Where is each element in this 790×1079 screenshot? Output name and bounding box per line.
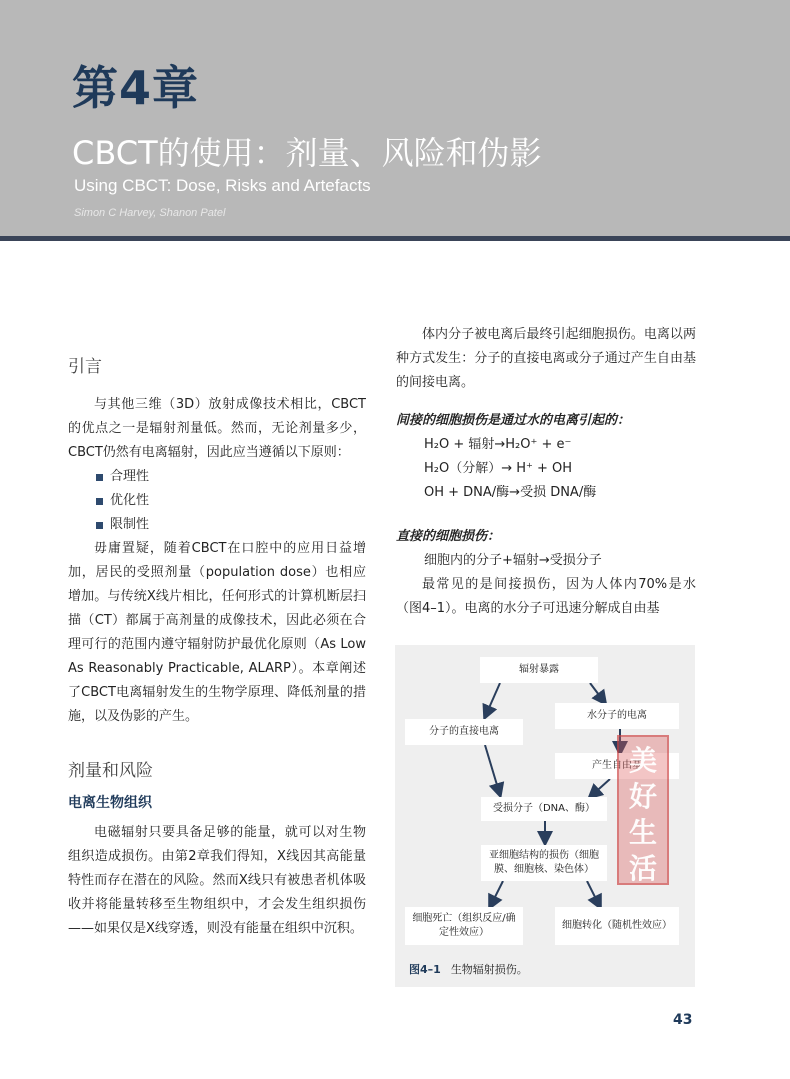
box-water-ionization: 水分子的电离 [555, 703, 679, 729]
intro-paragraph-1: 与其他三维（3D）放射成像技术相比，CBCT的优点之一是辐射剂量低。然而，无论剂量多少，CBCT仍然有电离辐射，因此应当遵循以下原则： [68, 397, 366, 460]
box-free-radical: 产生自由基 [555, 753, 679, 779]
bullet-item: 限制性 [68, 513, 366, 537]
dose-heading: 剂量和风险 [68, 761, 153, 781]
right-column [396, 323, 696, 621]
formula-line: H₂O + 辐射→H₂O⁺ + e⁻ [424, 437, 572, 452]
figure-caption-text: 生物辐射损伤。 [450, 963, 528, 976]
indirect-paragraph: 最常见的是间接损伤，因为人体内70%是水（图4–1）。电离的水分子可迅速分解成自由基 [396, 577, 696, 616]
ionizing-subheading: 电离生物组织 [68, 795, 152, 811]
box-direct-ionization: 分子的直接电离 [405, 719, 523, 745]
red-seal-stamp: 美 好 生 活 [617, 735, 669, 885]
left-column [68, 355, 366, 941]
figure-caption [409, 961, 528, 977]
box-damaged-molecule: 受损分子（DNA、酶） [481, 797, 607, 821]
chapter-title-en: Using CBCT: Dose, Risks and Artefacts [74, 176, 371, 195]
formula-line: OH + DNA/酶→受损 DNA/酶 [424, 485, 597, 500]
chapter-title-cn: CBCT的使用：剂量、风险和伪影 [72, 134, 542, 172]
box-cell-death: 细胞死亡（组织反应/确定性效应） [405, 907, 523, 945]
bullet-item: 优化性 [68, 489, 366, 513]
box-subcellular-damage: 亚细胞结构的损伤（细胞膜、细胞核、染色体） [481, 845, 607, 881]
chapter-authors: Simon C Harvey, Shanon Patel [74, 207, 226, 219]
bullet-square-icon [96, 522, 103, 529]
bullet-square-icon [96, 474, 103, 481]
direct-heading: 直接的细胞损伤： [396, 529, 501, 544]
figure-4-1 [395, 645, 695, 987]
figure-caption-number: 图4–1 [409, 963, 441, 976]
chapter-number: 第4章 [72, 61, 200, 115]
direct-formula: 细胞内的分子+辐射→受损分子 [424, 553, 602, 568]
page-number: 43 [673, 1012, 693, 1028]
bullet-square-icon [96, 498, 103, 505]
chapter-header [0, 0, 790, 241]
formula-line: H₂O（分解）→ H⁺ + OH [424, 461, 573, 476]
ionization-paragraph: 体内分子被电离后最终引起细胞损伤。电离以两种方式发生：分子的直接电离或分子通过产生自由基的间接电离。 [396, 327, 696, 390]
intro-paragraph-2: 毋庸置疑，随着CBCT在口腔中的应用日益增加，居民的受照剂量（population dose）也相应增加。与传统X线片相比，任何形式的计算机断层扫描（CT）都属于高剂量的成像技术，因此必须在合理可行的范围内遵守辐射防护最优化原则（As Low As Reasonably Practicable, ALARP）。本章阐述了CBCT电离辐射发生的生物学原理、降低剂量的措施，以及伪影的产生。 [68, 541, 366, 724]
intro-heading: 引言 [68, 357, 102, 377]
box-exposure: 辐射暴露 [480, 657, 598, 683]
box-cell-transformation: 细胞转化（随机性效应） [555, 907, 679, 945]
bullet-item: 合理性 [68, 465, 366, 489]
indirect-heading: 间接的细胞损伤是通过水的电离引起的： [396, 413, 631, 428]
dose-paragraph-1: 电磁辐射只要具备足够的能量，就可以对生物组织造成损伤。由第2章我们得知，X线因其高能量特性而存在潜在的风险。然而X线只有被患者机体吸收并将能量转移至生物组织中，才会发生组织损伤——如果仅是X线穿透，则没有能量在组织中沉积。 [68, 825, 366, 936]
